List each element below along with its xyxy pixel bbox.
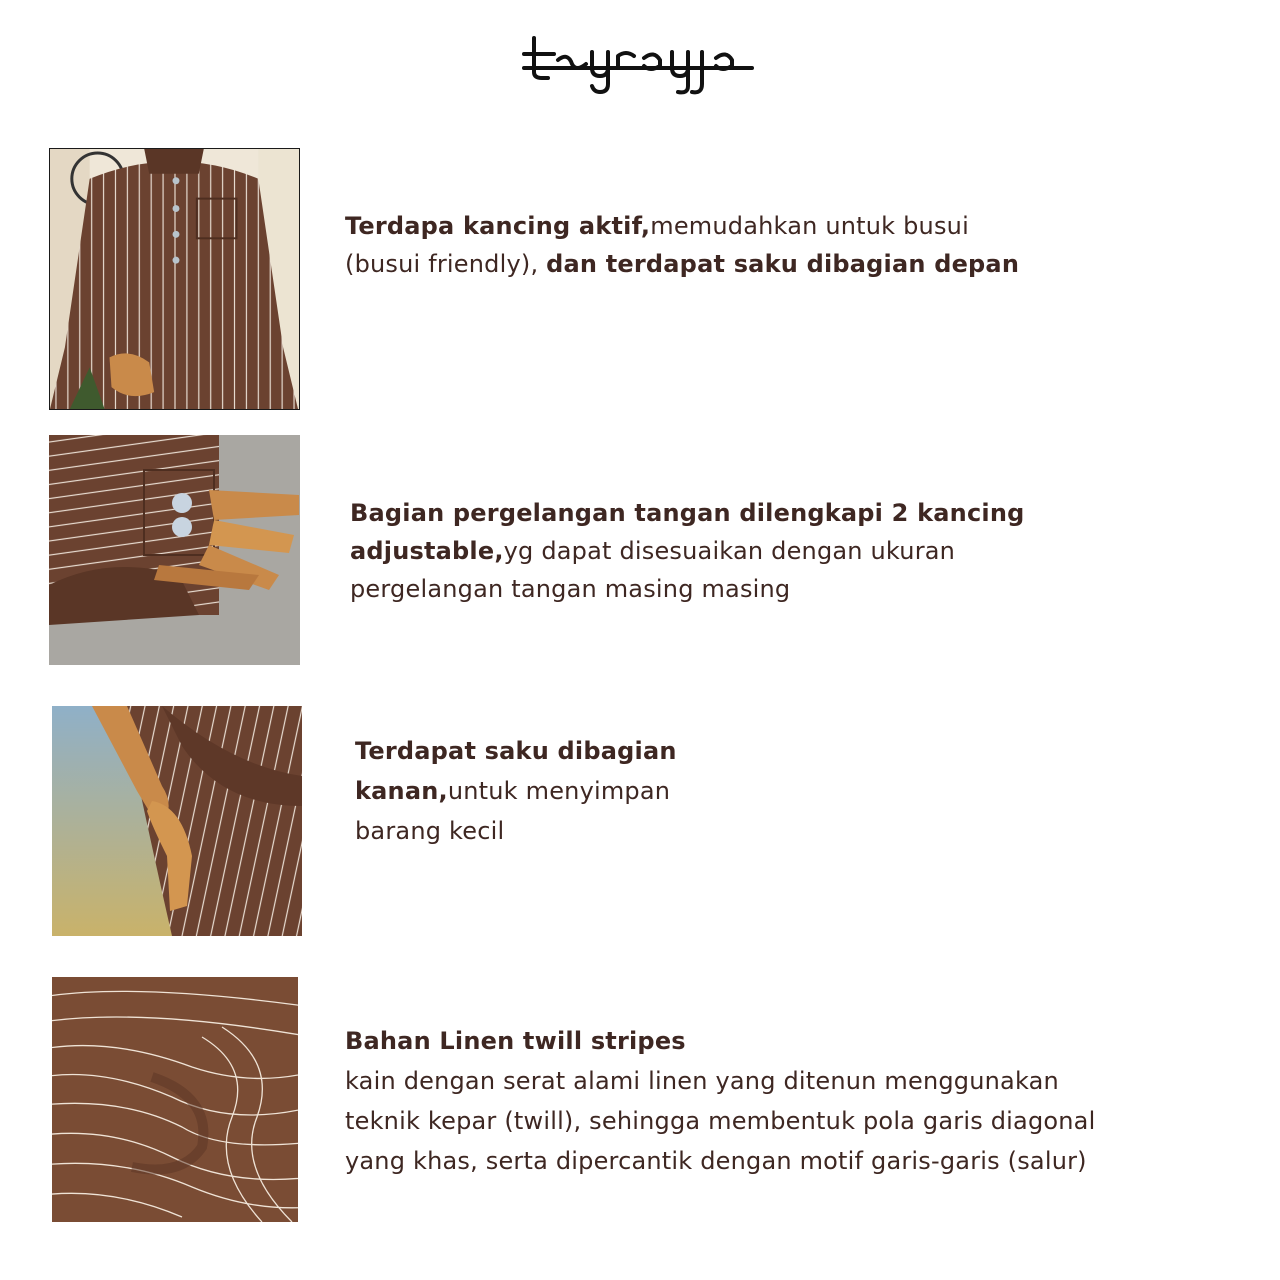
feature-1-text	[345, 207, 1045, 283]
feature-2-bold-a: Bagian pergelangan tangan dilengkapi 2 kancing adjustable,	[350, 499, 1025, 565]
fabric-texture-photo	[52, 977, 298, 1222]
brand-wordmark-icon	[520, 28, 760, 98]
side-pocket-icon	[52, 706, 302, 936]
sleeve-cuff-icon	[49, 435, 300, 665]
feature-4-text	[345, 1021, 1105, 1181]
feature-3-normal-a: untuk menyimpan barang kecil	[355, 777, 671, 845]
feature-4-bold-a: Bahan Linen twill stripes	[345, 1027, 686, 1055]
fabric-texture-icon	[52, 977, 298, 1222]
feature-3-bold-a: Terdapat saku dibagian kanan,	[355, 737, 677, 805]
feature-1-bold-a: Terdapa kancing aktif,	[345, 212, 651, 240]
feature-1-bold-b: dan terdapat saku dibagian depan	[546, 250, 1020, 278]
sleeve-cuff-photo	[49, 435, 300, 665]
feature-2-normal-a: yg dapat disesuaikan dengan ukuran pergelangan tangan masing masing	[350, 537, 956, 603]
feature-3-text	[355, 731, 715, 851]
brand-logo	[520, 28, 760, 98]
dress-front-photo	[49, 148, 300, 410]
feature-4-title	[345, 1021, 1105, 1061]
feature-2-text	[350, 494, 1030, 608]
feature-1-normal-a: memudahkan untuk busui (busui friendly),	[345, 212, 969, 278]
dress-front-icon	[50, 149, 299, 409]
feature-4-description: kain dengan serat alami linen yang ditenun menggunakan teknik kepar (twill), sehingga membentuk pola garis diagonal yang khas, serta dipercantik dengan motif garis-garis (salur)	[345, 1067, 1096, 1175]
side-pocket-photo	[52, 706, 302, 936]
